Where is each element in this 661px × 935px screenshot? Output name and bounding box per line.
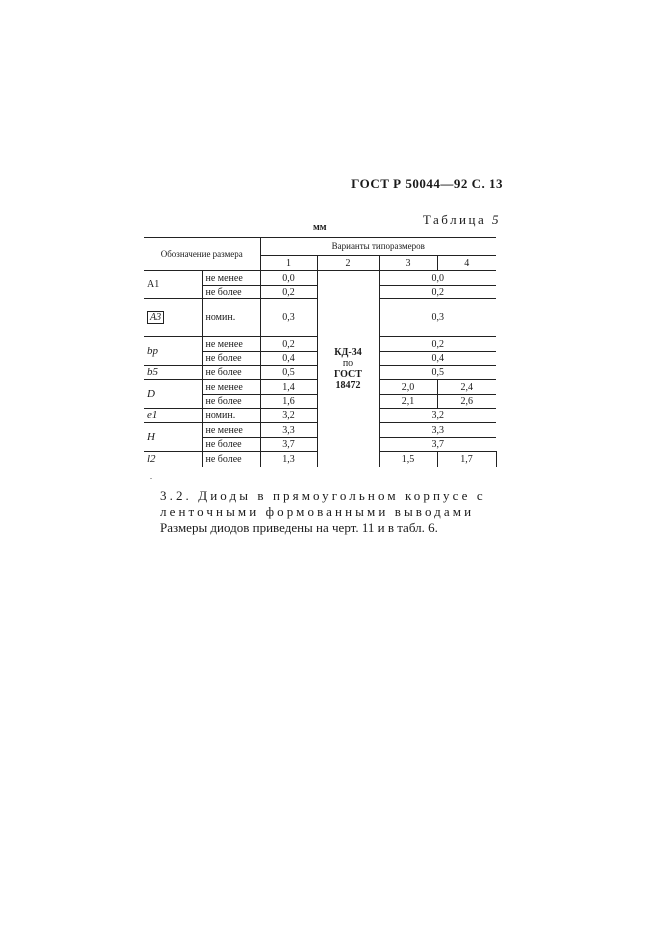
value-cell: 1,6 [260, 395, 317, 409]
value-cell: 2,6 [437, 395, 496, 409]
symbol-cell: b5 [144, 366, 202, 380]
head-variants: Варианты типоразмеров [260, 238, 496, 256]
middle-line: по [342, 357, 354, 369]
value-cell: 2,0 [379, 380, 437, 395]
qualifier-cell: не более [202, 366, 260, 380]
page-header: ГОСТ Р 50044—92 С. 13 [351, 176, 503, 191]
qualifier-cell: не более [202, 395, 260, 409]
section-paragraph [160, 488, 496, 536]
qualifier-cell: не более [202, 286, 260, 299]
value-cell: 2,4 [437, 380, 496, 395]
value-cell: 1,3 [260, 452, 317, 467]
qualifier-cell: номин. [202, 409, 260, 423]
symbol-cell: e1 [144, 409, 202, 423]
value-cell: 2,1 [379, 395, 437, 409]
value-cell: 1,5 [379, 452, 437, 467]
value-cell: 0,5 [379, 366, 496, 380]
paragraph-line: 3.2. Диоды в прямоугольном корпусе с [160, 488, 486, 503]
value-cell: 0,3 [260, 299, 317, 337]
boxed-symbol: A3 [147, 311, 164, 324]
value-cell: 0,3 [379, 299, 496, 337]
value-cell: 0,2 [379, 286, 496, 299]
qualifier-cell: не менее [202, 423, 260, 438]
paragraph-line: Размеры диодов приведены на черт. 11 и в табл. 6. [160, 520, 438, 535]
value-cell: 0,2 [260, 286, 317, 299]
value-cell: 3,3 [379, 423, 496, 438]
variant-number: 1 [260, 256, 317, 271]
table-caption-number: 5 [492, 212, 501, 227]
symbol-cell: l2 [144, 452, 202, 467]
qualifier-cell: не более [202, 352, 260, 366]
value-cell: 0,4 [260, 352, 317, 366]
table-caption [423, 212, 501, 228]
table-unit: мм [313, 222, 327, 233]
symbol-cell: A1 [144, 271, 202, 299]
value-cell: 3,2 [379, 409, 496, 423]
table-caption-word: Таблица [422, 212, 487, 227]
qualifier-cell: не менее [202, 380, 260, 395]
middle-line: КД-34 [334, 346, 362, 358]
value-cell: 1,7 [437, 452, 496, 467]
middle-line: ГОСТ 18472 [334, 368, 362, 391]
symbol-cell: D [144, 380, 202, 409]
qualifier-cell: не более [202, 452, 260, 467]
value-cell: 0,2 [379, 337, 496, 352]
qualifier-cell: не более [202, 438, 260, 452]
scan-mark: . [150, 472, 152, 481]
value-cell: 3,3 [260, 423, 317, 438]
value-cell: 0,2 [260, 337, 317, 352]
variant-number: 4 [437, 256, 496, 271]
value-cell: 0,4 [379, 352, 496, 366]
qualifier-cell: не менее [202, 271, 260, 286]
paragraph-line: ленточными формованными выводами [160, 504, 475, 519]
variant2-merged-cell [317, 271, 379, 467]
variant-number: 3 [379, 256, 437, 271]
dimensions-table [144, 237, 497, 467]
value-cell: 3,7 [379, 438, 496, 452]
value-cell: 3,7 [260, 438, 317, 452]
value-cell: 0,0 [260, 271, 317, 286]
symbol-cell [144, 299, 202, 337]
head-designation: Обозначение размера [144, 238, 260, 271]
variant-number: 2 [317, 256, 379, 271]
value-cell: 3,2 [260, 409, 317, 423]
value-cell: 1,4 [260, 380, 317, 395]
value-cell: 0,5 [260, 366, 317, 380]
symbol-cell: H [144, 423, 202, 452]
value-cell: 0,0 [379, 271, 496, 286]
symbol-cell: bp [144, 337, 202, 366]
qualifier-cell: не менее [202, 337, 260, 352]
table-row [144, 271, 496, 286]
qualifier-cell: номин. [202, 299, 260, 337]
